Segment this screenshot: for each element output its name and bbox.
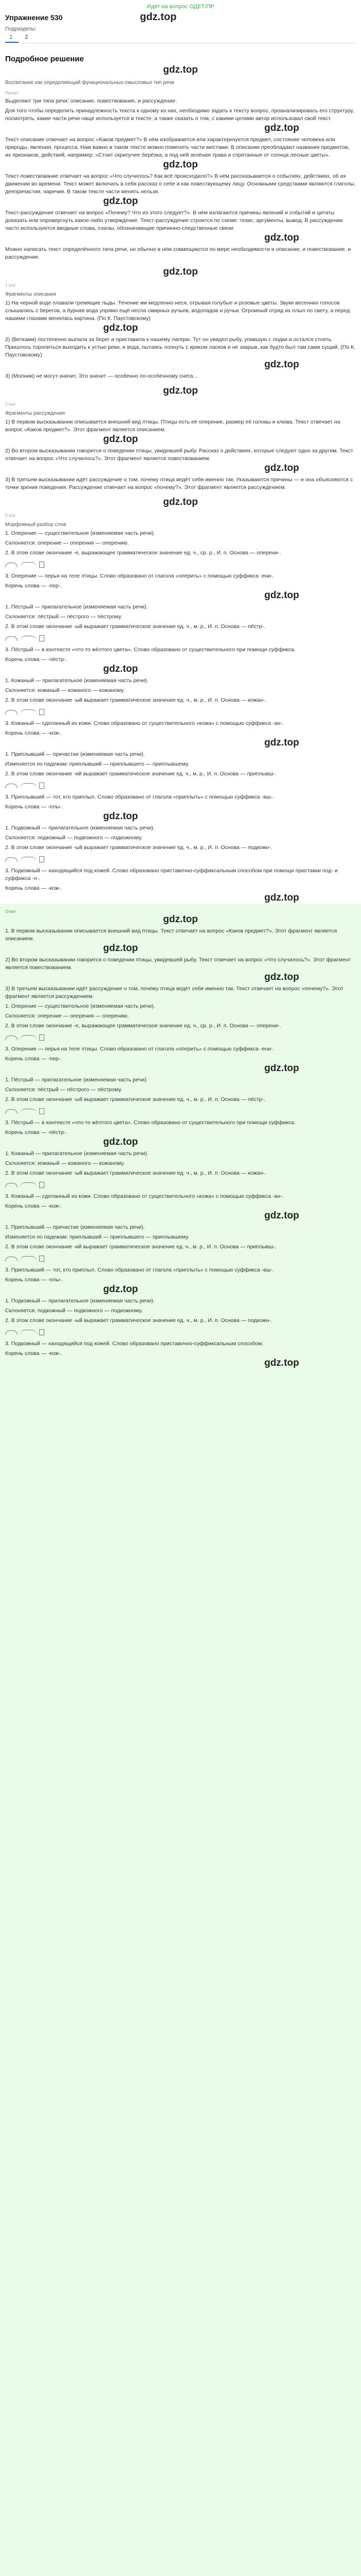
watermark: gdz.top xyxy=(264,972,299,982)
root-mark xyxy=(5,563,18,567)
suffix-mark xyxy=(20,857,37,862)
root-mark xyxy=(5,1257,18,1261)
analysis-line: Склоняется: оперение — оперения — оперению. xyxy=(5,540,129,546)
suffix-mark xyxy=(20,1182,37,1188)
analysis-line: 2. В этом слове окончание -ый выражает грамматическое значение ед. ч., м. р., И. п. Основа — подкожн-. xyxy=(5,1317,272,1324)
watermark: gdz.top xyxy=(163,385,198,396)
watermark: gdz.top xyxy=(264,590,299,601)
analysis-line: 3. Подкожный — находящийся под кожей. Слово образовано приставочно-суффиксальным способом при помощи приставки под- и суффикса -н-. xyxy=(5,868,338,882)
part2-tag: 1 шаг xyxy=(5,283,16,287)
root-mark xyxy=(5,1109,18,1114)
page-header xyxy=(0,9,361,23)
watermark: gdz.top xyxy=(103,196,138,207)
paragraph: 2) Во втором высказывании говорится о поведении птицы, увидевшей рыбу. Текст отвечает на вопрос «Что случилось?». Этот фрагмент является повествованием. xyxy=(5,957,351,971)
analysis-line: 2. В этом слове окончание -ый выражает грамматическое значение ед. ч., м. р., И. п. Основа — подкожн-. xyxy=(5,844,272,851)
analysis-line: Склоняется: подкожный — подкожного — подкожному. xyxy=(5,835,143,841)
analysis-line: 1. Пёстрый — прилагательное (изменяемая часть речи). xyxy=(5,604,148,610)
morpheme-scheme xyxy=(0,557,361,570)
answer-list xyxy=(0,1001,361,1369)
ending-mark xyxy=(39,783,44,789)
morpheme-scheme xyxy=(0,1177,361,1191)
watermark: gdz.top xyxy=(103,323,138,333)
root-mark xyxy=(5,784,18,788)
analysis-line: 3. Приплывший — тот, кто приплыл. Слово образовано от глагола «приплыть» с помощью суффикса -вш-. xyxy=(5,794,274,800)
analysis-line: 2. В этом слове окончание -ий выражает грамматическое значение ед. ч., м. р., И. п. Основа — приплывш-. xyxy=(5,1244,277,1250)
analysis-line: Корень слова — -кож-. xyxy=(5,1350,62,1357)
watermark: gdz.top xyxy=(103,1284,138,1295)
watermark: gdz.top xyxy=(103,1137,138,1147)
analysis-line: Корень слова — -кож-. xyxy=(5,885,62,891)
morpheme-scheme xyxy=(0,1325,361,1338)
analysis-line: 2. В этом слове окончание -ый выражает грамматическое значение ед. ч., м. р., И. п. Основа — пёстр-. xyxy=(5,1096,266,1103)
morpheme-scheme xyxy=(0,1104,361,1117)
analysis-line: Склоняется: пёстрый — пёстрого — пёстрому. xyxy=(5,614,122,620)
paragraph: 2) (Ветками) постепенно выпала за берег и приставила к нашему лагерю. Тут он увидел рыбу, упавшую с лодки и остался стоять. Пришлось торопиться выходить к устью реки, и вода, пытаясь лопнуть с криком ласков и не закрыв, как будто был там сами сущий. (По К. Паустовскому) xyxy=(5,336,356,358)
watermark: gdz.top xyxy=(264,123,299,133)
answer-tag: Ответ xyxy=(5,909,17,914)
ending-mark xyxy=(39,1035,44,1041)
analysis-line: 1. Кожаный — прилагательное (изменяемая часть речи). xyxy=(5,677,149,684)
analysis-line: 3. Приплывший — тот, кто приплыл. Слово образовано от глагола «приплыть» с помощью суффикса -вш-. xyxy=(5,1267,274,1273)
watermark: gdz.top xyxy=(163,159,198,170)
analysis-line: Корень слова — -пёстр-. xyxy=(5,1129,68,1136)
part4-subtitle: Морфемный разбор слов xyxy=(5,522,67,528)
suffix-mark xyxy=(20,1035,37,1041)
ending-mark xyxy=(39,1182,44,1188)
watermark: gdz.top xyxy=(163,266,198,277)
paragraph: Текст-повествование отвечает на вопрос «Что случилось? Как всё происходило?» В нём рассказывается о событиях, действиях, об их движении во времени. Текст может включать в себя рассказ о себе и как повествующему лицу. Основными средствами являются глаголы, деепричастия, наречия. В таком тексте части менять нельзя. xyxy=(5,173,356,195)
analysis-line: 2. В этом слове окончание -ий выражает грамматическое значение ед. ч., м. р., И. п. Основа — приплывш-. xyxy=(5,771,277,777)
analysis-line: Склоняется: оперение — оперения — оперению. xyxy=(5,1013,129,1019)
analysis-line: 3. Подкожный — находящийся под кожей. Слово образовано приставочно-суффиксальным способом. xyxy=(5,1341,264,1347)
watermark: gdz.top xyxy=(103,943,138,954)
ending-mark xyxy=(39,635,44,641)
watermark: gdz.top xyxy=(163,64,198,75)
watermark: gdz.top xyxy=(163,914,198,925)
paragraph: Текст-рассуждение отвечает на вопрос «Почему? Что из этого следует?». В нём излагаются причины явлений и событий и цитаты доказать или опровергнуть какое-либо утверждение. Текст-рассуждение строится по схеме: тезис, аргументы, вывод. В рассуждении часто используются вводные слова, союзы, обозначающие причинно-следственные связи. xyxy=(5,210,343,231)
report-link[interactable]: Идёт на вопрос ОДЕТ/ПР xyxy=(146,4,215,10)
part1-tag: Проект xyxy=(5,91,19,95)
analysis-line: 3. Кожаный — сделанный из кожи. Слово образовано от существительного «кожа» с помощью суффикса -ан-. xyxy=(5,1193,284,1199)
ending-mark xyxy=(39,1108,44,1114)
analysis-line: Склоняется: кожаный — кожаного — кожаному. xyxy=(5,1160,125,1166)
root-mark xyxy=(5,1036,18,1040)
paragraph: Выделяют три типа речи: описание, повествование, и рассуждение. xyxy=(5,98,177,104)
analysis-line: Склоняется: кожаный — кожаного — кожаному. xyxy=(5,687,125,693)
section-title: Подробное решение xyxy=(5,55,84,63)
part4-list xyxy=(0,528,361,904)
paragraph: 2) Во втором высказывании говорится о поведении птицы, увидевшей рыбу. Рассказ о действиях, которые следуют одно за другим. Текст отвечает на вопрос «Что случилось?». Этот фрагмент является повествованием. xyxy=(5,448,353,462)
watermark: gdz.top xyxy=(264,737,299,748)
analysis-line: Изменяется по падежам: приплывший — приплывшего — приплывшему. xyxy=(5,761,189,767)
analysis-line: 1. Подкожный — прилагательное (изменяемая часть речи). xyxy=(5,825,155,831)
part3-subtitle: Фрагменты рассуждения xyxy=(5,411,65,416)
watermark: gdz.top xyxy=(264,1063,299,1074)
analysis-line: Корень слова — -пер-. xyxy=(5,1056,62,1062)
analysis-line: 3. Оперение — перья на теле птицы. Слово образовано от глагола «оперить» с помощью суффикса -ени-. xyxy=(5,1046,274,1052)
analysis-line: Корень слова — -кож-. xyxy=(5,730,62,736)
watermark: gdz.top xyxy=(163,497,198,507)
analysis-line: 3. Оперение — перья на теле птицы. Слово образовано от глагола «оперить» с помощью суффикса -ени-. xyxy=(5,573,274,579)
part3-tag: 2 шаг xyxy=(5,402,16,406)
ending-mark xyxy=(39,1256,44,1262)
paragraph: 3) В третьем высказывании идёт рассуждение о том, почему птица ведёт себя именно так. Текст отвечает на вопрос «почему?». Этот фрагмент является рассуждением. xyxy=(5,986,343,999)
analysis-line: 1. Оперение — существительное (изменяемая часть речи). xyxy=(5,530,155,536)
paragraph: 3) В третьем высказывании идёт рассуждение о том, почему птица ведёт себя именно так. Указываются причины — и она объясняются с точки зрения поведения. Рассуждение отвечает на вопрос «почему?». Этот фрагмент является рассуждением. xyxy=(5,477,353,490)
analysis-line: 1. Подкожный — прилагательное (изменяемая часть речи). xyxy=(5,1298,155,1304)
analysis-line: 1. Приплывший — причастие (изменяемая часть речи). xyxy=(5,1224,145,1230)
analysis-line: Корень слова — -плы-. xyxy=(5,1277,63,1283)
suffix-mark xyxy=(20,1109,37,1114)
analysis-line: 3. Пёстрый — в контексте «что-то жёлтого цвета». Слово образовано от существительного при помощи суффикса. xyxy=(5,1120,296,1126)
root-mark xyxy=(5,1330,18,1335)
page-title: Упражнение 530 xyxy=(5,13,63,22)
suffix-mark xyxy=(20,709,37,715)
analysis-line: Корень слова — -плы-. xyxy=(5,804,63,810)
suffix-mark xyxy=(20,562,37,568)
paragraph: Можно написать текст определённого типа речи, но обычно в нём совмещаются по мере необходимости и описание, и повествование, и рассуждение. xyxy=(5,246,351,260)
watermark: gdz.top xyxy=(103,811,138,822)
part2-subtitle: Фрагменты описания xyxy=(5,292,56,297)
watermark: gdz.top xyxy=(103,434,138,445)
suffix-mark xyxy=(20,1256,37,1262)
morpheme-scheme xyxy=(0,704,361,718)
ending-mark xyxy=(39,562,44,568)
analysis-line: 3. Пёстрый — в контексте «что-то жёлтого цвета». Слово образовано от существительного при помощи суффикса. xyxy=(5,647,296,653)
analysis-line: 2. В этом слове окончание -е, выражающее грамматическое значение ед. ч., ср. р., И. п. Основа — оперени-. xyxy=(5,1023,281,1029)
pager-item-1[interactable]: 1 xyxy=(9,34,13,40)
pager-active-mark xyxy=(5,42,19,43)
subsections-label: Подразделы: xyxy=(5,26,37,32)
suffix-mark xyxy=(20,783,37,789)
watermark: gdz.top xyxy=(103,664,138,674)
watermark: gdz.top xyxy=(264,463,299,473)
analysis-line: Склоняется: пёстрый — пёстрого — пёстрому. xyxy=(5,1087,122,1093)
paragraph: Текст-описание отвечает на вопрос «Каков предмет?» В нём изображается или характеризуется предмет, состояние человека или природы, явления, процесса. Нам важно в таком тексте можно поменять части местами. В описании преобладают названия предметов, их признаков, действий, например: «Стоит скрипучее берёзка, а под ней зелёная трава и спрятанные от солнца лесные цветы». xyxy=(5,137,350,158)
watermark: gdz.top xyxy=(264,1210,299,1221)
morpheme-scheme xyxy=(0,631,361,644)
part4-tag: 3 шаг xyxy=(5,513,16,518)
analysis-line: 1. Пёстрый — прилагательное (изменяемая часть речи). xyxy=(5,1077,148,1083)
morpheme-scheme xyxy=(0,1030,361,1043)
paragraph: 3) (Молнии) не могут-значит, Это значит — особенно по-особенному снега... xyxy=(5,373,198,379)
watermark: gdz.top xyxy=(264,232,299,243)
paragraph: 1) В первом высказывании описывается внешний вид птицы. Птицы есть её оперение, размер её головы и клюва. Текст отвечает на вопрос «Каков предмет?». Этот фрагмент является описанием. xyxy=(5,419,340,433)
ending-mark xyxy=(39,856,44,862)
analysis-line: Корень слова — -пер-. xyxy=(5,583,62,589)
brand-logo: gdz.top xyxy=(140,11,177,23)
watermark: gdz.top xyxy=(264,359,299,370)
pager-underline xyxy=(5,42,356,43)
paragraph: 1) На черной воде плавали гремящие льды. Течение им медленно неся, отрывая голубые и розовые цветы. Звуки весенних голосов слышались с берегов, а бурная вода упрямо ещё несла смирных ручьев, водопадов и ручьи. Огромный отряд их плыл по свету, а перед нашими глазами менялась картина. (По К. Паустовскому) xyxy=(5,300,350,321)
suffix-mark xyxy=(20,1330,37,1335)
paragraph: Для того чтобы определить принадлежность текста к одному из них, необходимо задать к тексту вопрос, проанализировать его структуру, посмотреть, какие части речи чаще используется в тексте, а также сказать о том, с какими целями автор использовал свой текст. xyxy=(5,108,354,122)
ending-mark xyxy=(39,1329,44,1335)
watermark: gdz.top xyxy=(264,892,299,903)
analysis-line: 2. В этом слове окончание -ый выражает грамматическое значение ед. ч., м. р., И. п. Основа — кожан-. xyxy=(5,697,267,703)
analysis-line: 2. В этом слове окончание -ый выражает грамматическое значение ед. ч., м. р., И. п. Основа — пёстр-. xyxy=(5,623,266,630)
morpheme-scheme xyxy=(0,852,361,865)
analysis-line: 1. Кожаный — прилагательное (изменяемая часть речи). xyxy=(5,1150,149,1157)
section-subtitle: Воспитание как определяющий функциональных-смысловых тип речи xyxy=(5,80,174,86)
subsection-pager xyxy=(0,32,361,40)
analysis-line: Корень слова — -кож-. xyxy=(5,1203,62,1209)
watermark: gdz.top xyxy=(264,1358,299,1368)
analysis-line: Корень слова — -пёстр-. xyxy=(5,656,68,663)
analysis-line: 2. В этом слове окончание -ый выражает грамматическое значение ед. ч., м. р., И. п. Основа — кожан-. xyxy=(5,1170,267,1176)
analysis-line: 3. Кожаный — сделанный из кожи. Слово образовано от существительного «кожа» с помощью суффикса -ан-. xyxy=(5,720,284,726)
analysis-line: Склоняется: подкожный — подкожного — подкожному. xyxy=(5,1308,143,1314)
ending-mark xyxy=(39,709,44,715)
root-mark xyxy=(5,636,18,641)
pager-item-2[interactable]: 2 xyxy=(25,34,28,40)
analysis-line: 2. В этом слове окончание -е, выражающее грамматическое значение ед. ч., ср. р., И. п. Основа — оперени-. xyxy=(5,550,281,556)
morpheme-scheme xyxy=(0,1251,361,1264)
root-mark xyxy=(5,857,18,862)
paragraph: 1. В первом высказывании описывается внешний вид птицы. Текст отвечает на вопрос «Каков предмет?». Этот фрагмент является описанием. xyxy=(5,928,337,942)
top-link-bar xyxy=(0,0,361,9)
analysis-line: Изменяется по падежам: приплывший — приплывшего — приплывшему. xyxy=(5,1234,189,1240)
root-mark xyxy=(5,1183,18,1188)
root-mark xyxy=(5,710,18,715)
morpheme-scheme xyxy=(0,778,361,791)
analysis-line: 1. Оперение — существительное (изменяемая часть речи). xyxy=(5,1003,155,1009)
suffix-mark xyxy=(20,636,37,641)
analysis-line: 1. Приплывший — причастие (изменяемая часть речи). xyxy=(5,751,145,757)
